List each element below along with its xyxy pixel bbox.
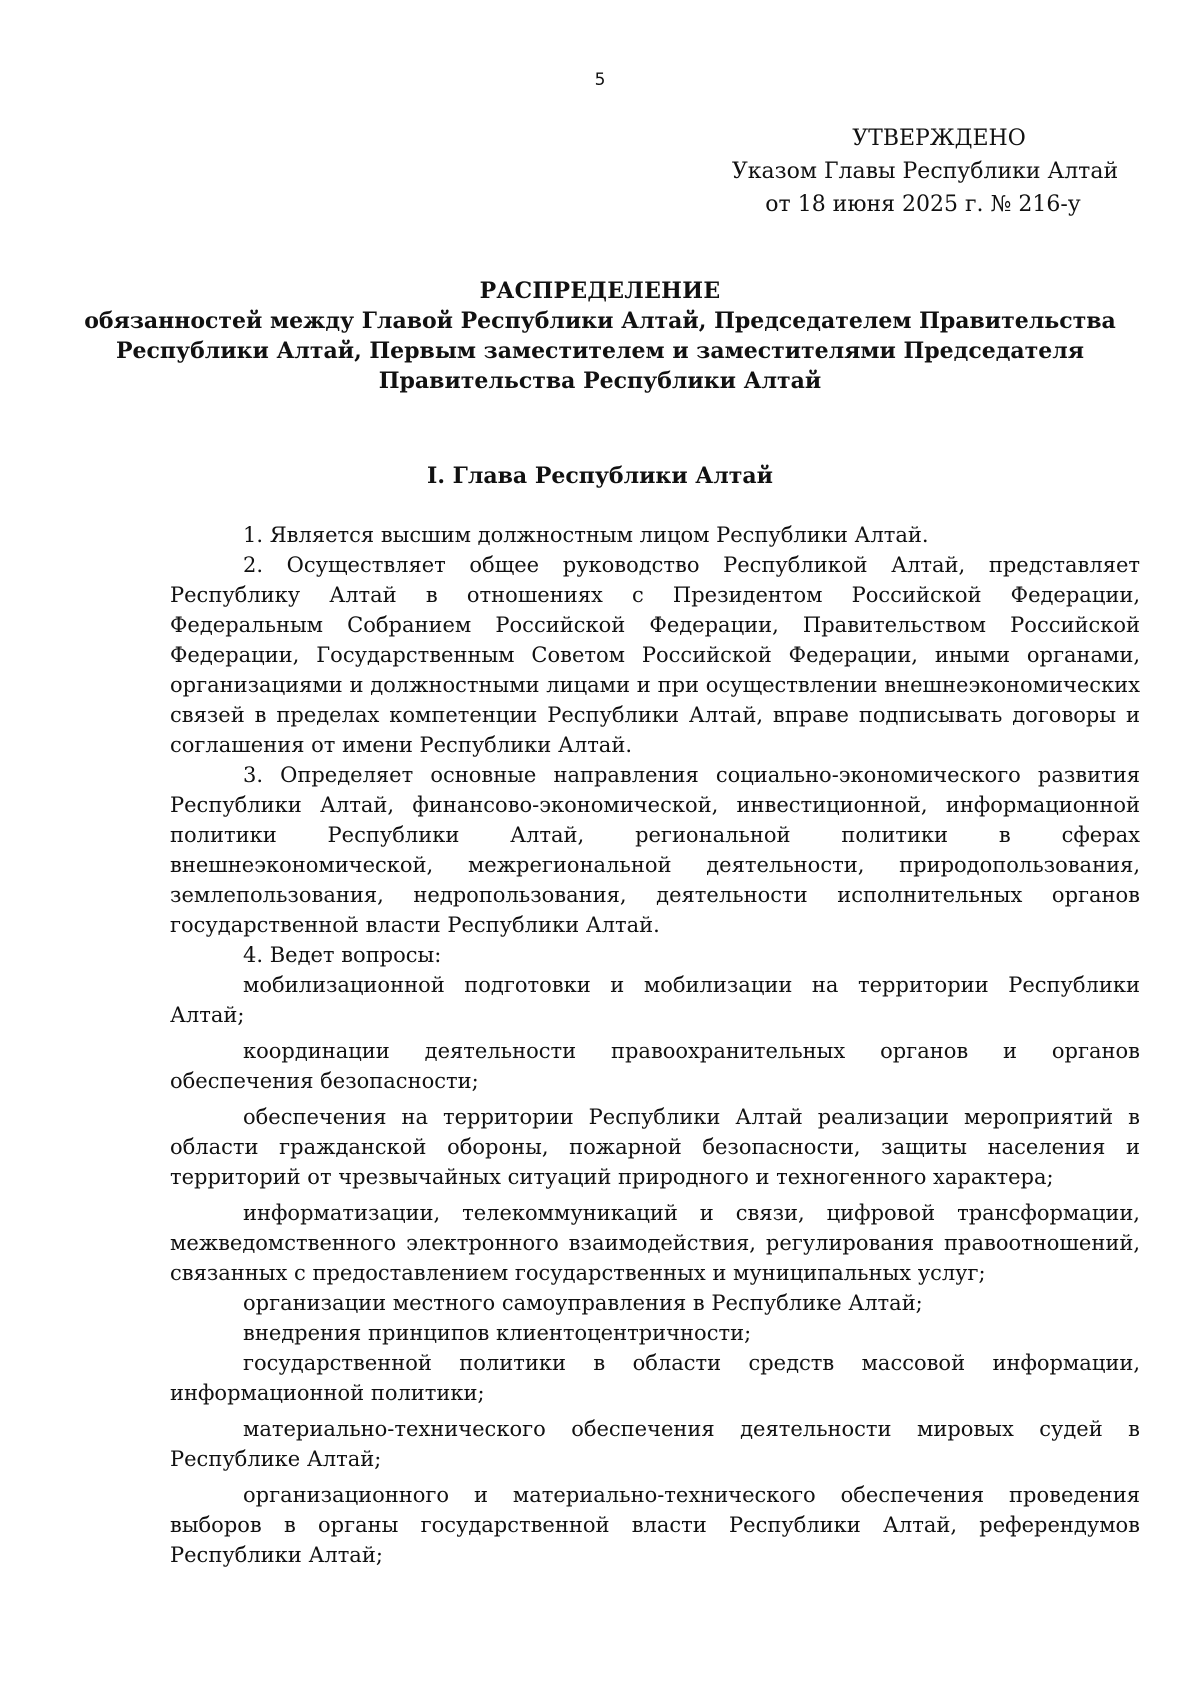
approval-stamp xyxy=(720,122,1130,221)
document-title-line: Правительства Республики Алтай xyxy=(378,368,822,394)
paragraph: 3. Определяет основные направления социально-экономического развития Республики Алтай, финансово-экономической, инвестиционной, информационной политики Республики Алтай, региональной политики в сферах внешнеэкономической, межрегиональной деятельности, природопользования, землепользования, недропользования, деятельности исполнительных органов государственной власти Республики Алтай. xyxy=(170,763,1140,937)
list-item: организации местного самоуправления в Республике Алтай; xyxy=(243,1291,923,1315)
paragraph: 4. Ведет вопросы: xyxy=(243,943,442,967)
list-item: мобилизационной подготовки и мобилизации на территории Республики Алтай; xyxy=(170,973,1140,1027)
list-item: внедрения принципов клиентоцентричности; xyxy=(243,1321,752,1345)
list-item: государственной политики в области средств массовой информации, информационной политики; xyxy=(170,1351,1140,1405)
list-item: организационного и материально-технического обеспечения проведения выборов в органы государственной власти Республики Алтай, референдумов Республики Алтай; xyxy=(170,1483,1140,1567)
list-item: координации деятельности правоохранительных органов и органов обеспечения безопасности; xyxy=(170,1039,1140,1093)
document-title-main: РАСПРЕДЕЛЕНИЕ xyxy=(479,278,721,304)
list-item: информатизации, телекоммуникаций и связи, цифровой трансформации, межведомственного электронного взаимодействия, регулирования правоотношений, связанных с предоставлением государственных и муниципальных услуг; xyxy=(170,1201,1140,1285)
page-number: 5 xyxy=(594,70,606,90)
approval-decree: Указом Главы Республики Алтай xyxy=(731,159,1119,184)
section-heading: I. Глава Республики Алтай xyxy=(427,463,773,489)
list-item: материально-технического обеспечения деятельности мировых судей в Республике Алтай; xyxy=(170,1417,1140,1471)
document-title xyxy=(0,276,1200,396)
approval-title: УТВЕРЖДЕНО xyxy=(852,126,1026,151)
list-item: обеспечения на территории Республики Алтай реализации мероприятий в области гражданской обороны, пожарной безопасности, защиты населения и территорий от чрезвычайных ситуаций природного и техногенного характера; xyxy=(170,1105,1140,1189)
approval-date: от 18 июня 2025 г. № 216-у xyxy=(765,192,1081,217)
document-title-line: Республики Алтай, Первым заместителем и заместителями Председателя xyxy=(115,338,1085,364)
document-body xyxy=(170,520,1140,1570)
paragraph: 2. Осуществляет общее руководство Республикой Алтай, представляет Республику Алтай в отношениях с Президентом Российской Федерации, Федеральным Собранием Российской Федерации, Правительством Российской Федерации, Государственным Советом Российской Федерации, иными органами, организациями и должностными лицами и при осуществлении внешнеэкономических связей в пределах компетенции Республики Алтай, вправе подписывать договоры и соглашения от имени Республики Алтай. xyxy=(170,553,1140,757)
document-title-line: обязанностей между Главой Республики Алтай, Председателем Правительства xyxy=(84,308,1116,334)
paragraph: 1. Является высшим должностным лицом Республики Алтай. xyxy=(243,523,929,547)
